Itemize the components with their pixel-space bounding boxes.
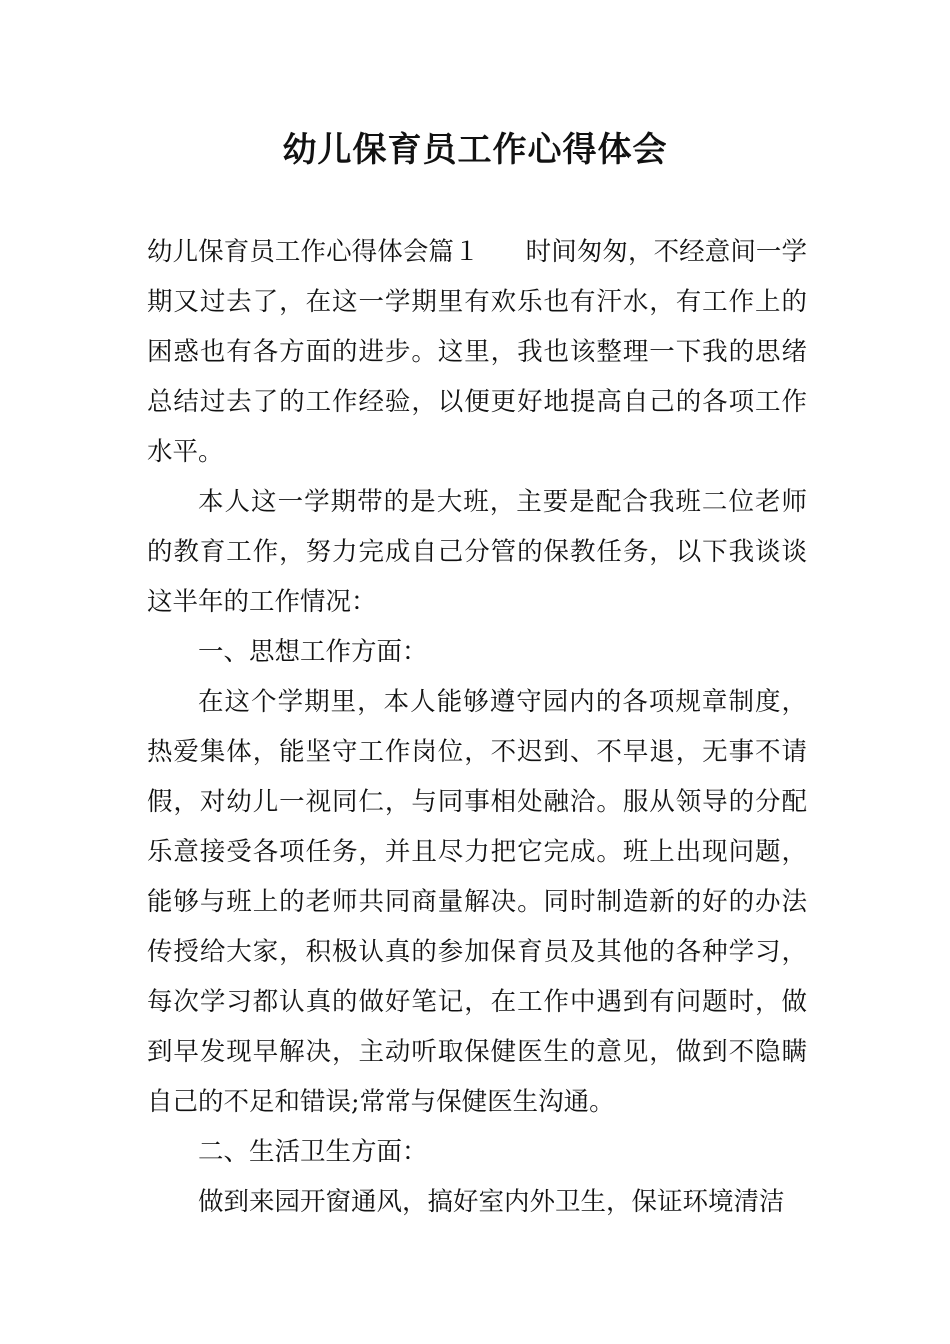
document-title: 幼儿保育员工作心得体会: [282, 130, 668, 170]
document-body: [147, 227, 807, 1227]
section-label: 幼儿保育员工作心得体会篇１: [147, 237, 480, 267]
paragraph: 在这个学期里，本人能够遵守园内的各项规章制度，热爱集体，能坚守工作岗位，不迟到、不早退，无事不请假，对幼儿一视同仁，与同事相处融洽。服从领导的分配乐意接受各项任务，并且尽力把它完成。班上出现问题，能够与班上的老师共同商量解决。同时制造新的好的办法传授给大家，积极认真的参加保育员及其他的各种学习，每次学习都认真的做好笔记，在工作中遇到有问题时，做到早发现早解决，主动听取保健医生的意见，做到不隐瞒自己的不足和错误;常常与保健医生沟通。: [147, 687, 807, 1117]
section-heading: 一、思想工作方面：: [198, 637, 428, 667]
paragraph-text: 时间匆匆，不经意间一学期又过去了，在这一学期里有欢乐也有汗水，有工作上的困惑也有各方面的进步。这里，我也该整理一下我的思绪总结过去了的工作经验，以便更好地提高自己的各项工作水平。: [147, 237, 807, 467]
intro-paragraph: [147, 227, 807, 477]
paragraph: 本人这一学期带的是大班，主要是配合我班二位老师的教育工作，努力完成自己分管的保教任务，以下我谈谈这半年的工作情况：: [147, 487, 807, 617]
section-heading: 二、生活卫生方面：: [198, 1137, 428, 1167]
paragraph: 做到来园开窗通风，搞好室内外卫生，保证环境清洁: [198, 1187, 785, 1217]
